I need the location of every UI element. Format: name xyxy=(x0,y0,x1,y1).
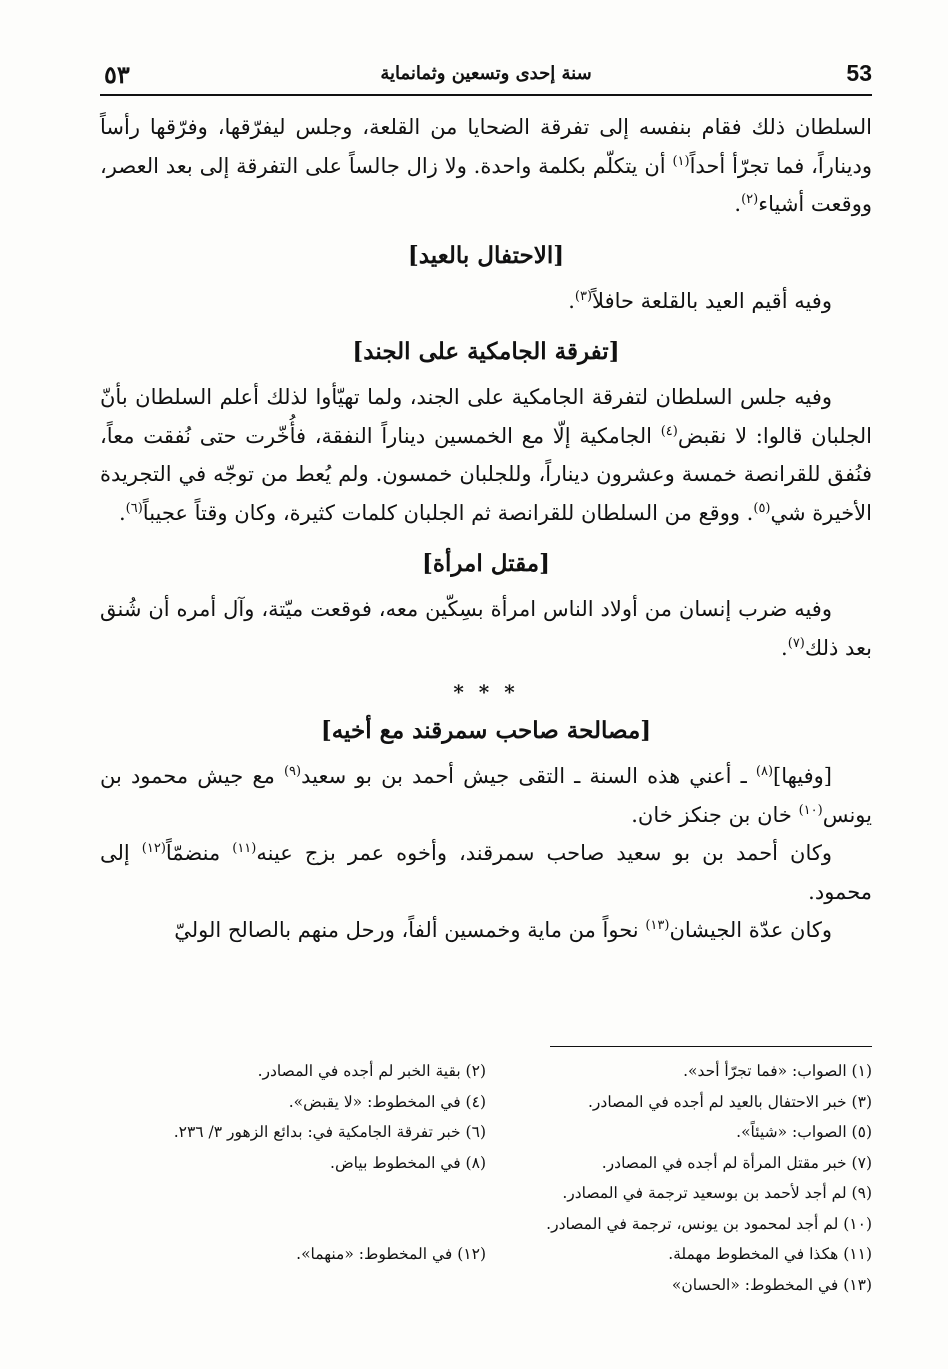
section-heading-eid: [الاحتفال بالعيد] xyxy=(407,241,565,269)
footnote-4: (٤) في المخطوط: «لا يقبض». xyxy=(288,1092,486,1111)
footnote-row xyxy=(100,1117,872,1148)
page-number-latin: 53 xyxy=(846,60,872,86)
footnote-3: (٣) خبر الاحتفال بالعيد لم أجده في المصادر. xyxy=(588,1092,872,1111)
footnote-7: (٧) خبر مقتل المرأة لم أجده في المصادر. xyxy=(601,1153,872,1172)
running-header xyxy=(100,56,872,96)
footnote-ref-12: (١٢) xyxy=(141,841,166,856)
page-number-arabic: ٥٣ xyxy=(104,60,130,89)
footnote-row xyxy=(100,1239,872,1270)
footnote-ref-10: (١٠) xyxy=(798,802,823,818)
paragraph-2: وفيه أقيم العيد بالقلعة حافلاً$^{(٣)}$. xyxy=(568,288,832,313)
footnote-ref-11: (١١) xyxy=(232,841,257,856)
footnote-12: (١٢) في المخطوط: «منهما». xyxy=(296,1245,486,1263)
footnote-ref-6: (٦) xyxy=(125,500,143,516)
footnote-9: (٩) لم أجد لأحمد بن بوسعيد ترجمة في المصادر. xyxy=(562,1184,872,1202)
footnote-ref-3: (٣) xyxy=(574,288,593,304)
footnote-ref-8: (٨) xyxy=(755,764,774,779)
paragraph-5: [وفيها]$^{(٨)}$ ـ أعني هذه السنة ـ التقى جيش أحمد بن بو سعيد$^{(٩)}$ مع جيش محمود بن يونس$^{(١٠)}$ خان بن جنكز خان. xyxy=(100,764,872,827)
footnote-5: (٥) الصواب: «شيئاً». xyxy=(736,1123,872,1141)
footnote-row xyxy=(100,1056,872,1087)
footnote-row xyxy=(100,1148,872,1179)
footnote-13: (١٣) في المخطوط: «الحسان» xyxy=(671,1275,872,1294)
footnote-ref-5: (٥) xyxy=(753,500,771,516)
footnote-ref-1: (١) xyxy=(672,153,690,169)
footnote-ref-9: (٩) xyxy=(283,764,302,779)
footnote-ref-2: (٢) xyxy=(741,192,759,207)
running-title: سنة إحدى وتسعين وثمانماية xyxy=(380,63,592,84)
footnote-ref-4: (٤) xyxy=(660,423,678,439)
footnote-ref-7: (٧) xyxy=(787,635,805,651)
paragraph-1: السلطان ذلك فقام بنفسه إلى تفرقة الضحايا من القلعة، وجلس ليفرّقها، وفرّقها رأساً وديناراً، فما تجرّأ أحداً$^{(١)}$ أن يتكلّم بكلمة واحدة. ولا زال جالساً على التفرقة إلى بعد العصر، ووقعت أشياء$^{(٢)}$. xyxy=(100,115,872,216)
footnote-10: (١٠) لم أجد لمحمود بن يونس، ترجمة في المصادر. xyxy=(546,1214,872,1233)
paragraph-6: وكان أحمد بن بو سعيد صاحب سمرقند، وأخوه عمر بزج عينه$^{(١١)}$ منضمّاً$^{(١٢)}$ إلى محمود. xyxy=(100,841,872,904)
footnote-11: (١١) هكذا في المخطوط مهملة. xyxy=(668,1245,872,1263)
footnote-row xyxy=(100,1178,872,1209)
footnote-row xyxy=(100,1270,872,1301)
section-divider-stars: * * * xyxy=(453,680,519,704)
section-heading-jamakiya: [تفرقة الجامكية على الجند] xyxy=(352,338,620,365)
paragraph-4: وفيه ضرب إنسان من أولاد الناس امرأة بسِكّين معه، فوقعت ميّتة، وآل أمره أن شُنق بعد ذلك$^{(٧)}$. xyxy=(100,597,872,660)
footnote-row xyxy=(100,1209,872,1240)
footnotes xyxy=(100,1056,872,1300)
paragraph-7: وكان عدّة الجيشان$^{(١٣)}$ نحواً من ماية وخمسين ألفاً، ورحل منهم بالصالح الوليّ xyxy=(174,918,832,942)
section-heading-woman: [مقتل امرأة] xyxy=(422,550,550,577)
footnote-separator xyxy=(550,1046,872,1047)
footnote-8: (٨) في المخطوط بياض. xyxy=(330,1153,486,1172)
section-heading-samarqand: [مصالحة صاحب سمرقند مع أخيه] xyxy=(320,717,652,744)
footnote-row xyxy=(100,1087,872,1118)
footnote-ref-13: (١٣) xyxy=(645,918,670,933)
footnote-1: (١) الصواب: «فما تجرّأ أحد». xyxy=(683,1062,872,1080)
main-text xyxy=(100,108,872,950)
paragraph-3: وفيه جلس السلطان لتفرقة الجامكية على الجند، ولما تهيّأوا لذلك أعلم السلطان بأنّ الجلبان قالوا: لا نقبض$^{(٤)}$ الجامكية إلّا مع الخمسين ديناراً النفقة، فأُخّرت حتى نُفقت معاً، فنُفق للقرانصة خمسة وعشرون ديناراً، وللجلبان خمسون. ولم يُعط من توجّه في التجريدة الأخيرة شي$^{(٥)}$. ووقع من السلطان للقرانصة ثم الجلبان كلمات كثيرة، وكان وقتاً عجيباً$^{(٦)}$. xyxy=(100,385,872,525)
footnote-2: (٢) بقية الخبر لم أجده في المصادر. xyxy=(257,1062,486,1080)
footnote-6: (٦) خبر تفرقة الجامكية في: بدائع الزهور ٣/ ٢٣٦. xyxy=(173,1123,486,1141)
